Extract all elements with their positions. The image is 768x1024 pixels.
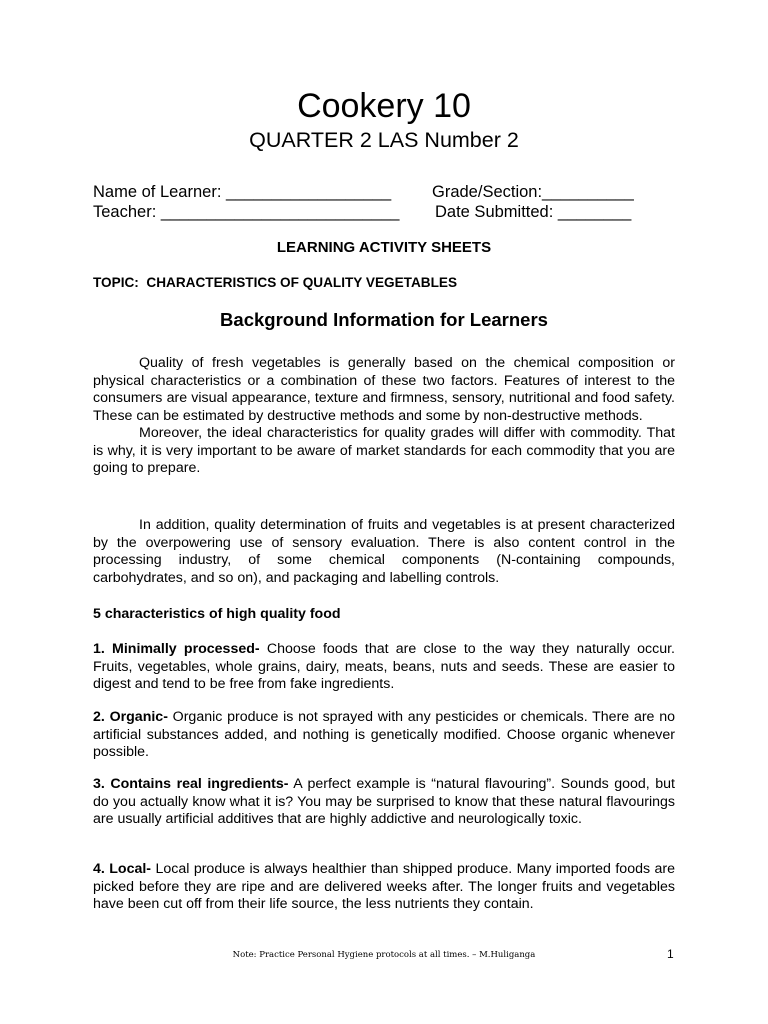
characteristic-item-2 — [93, 709, 675, 762]
characteristic-item-3 — [93, 776, 675, 829]
characteristic-text: Choose foods that are close to the way they naturally occur. Fruits, vegetables, whole grains, dairy, meats, beans, nuts and seeds. These are easier to digest and tend to be free from fake ingredients. — [93, 641, 676, 692]
topic-line: TOPIC: CHARACTERISTICS OF QUALITY VEGETABLES — [93, 275, 458, 290]
date-submitted-field: Date Submitted: ________ — [435, 203, 632, 221]
characteristic-label: 1. Minimally processed- — [93, 641, 260, 657]
characteristics-heading: 5 characteristics of high quality food — [93, 606, 341, 622]
characteristic-text: Local produce is always healthier than shipped produce. Many imported foods are picked before they are ripe and are delivered weeks after. The longer fruits and vegetables have been cut off from their life source, the less nutrients they contain. — [93, 861, 675, 912]
characteristic-text: Organic produce is not sprayed with any pesticides or chemicals. There are no artificial substances added, and nothing is genetically modified. Choose organic whenever possible. — [93, 709, 675, 760]
page-subtitle: QUARTER 2 LAS Number 2 — [249, 128, 519, 152]
characteristic-label: 3. Contains real ingredients- — [93, 776, 289, 792]
characteristic-label: 2. Organic- — [93, 709, 168, 725]
background-paragraph-2: Moreover, the ideal characteristics for quality grades will differ with commodity. That is why, it is very important to be aware of market standards for each commodity that you are going to prepare. — [93, 425, 675, 476]
page-title: Cookery 10 — [297, 87, 471, 125]
page-number: 1 — [667, 947, 674, 961]
background-heading: Background Information for Learners — [220, 309, 548, 330]
characteristics-heading-wrap — [93, 606, 675, 624]
background-paragraph-3: In addition, quality determination of fruits and vegetables is at present characterized by the overpowering use of sensory evaluation. There is also content control in the processing industry, of some chemical components (N-containing compounds, carbohydrates, and so on), and packaging and labelling controls. — [93, 517, 675, 586]
background-paragraph-1: Quality of fresh vegetables is generally based on the chemical composition or physical characteristics or a combination of these two factors. Features of interest to the consumers are visual appearance, texture and firmness, sensory, nutritional and food safety. These can be estimated by destructive methods and some by non-destructive methods. — [93, 355, 675, 424]
grade-section-field: Grade/Section:__________ — [432, 183, 634, 201]
teacher-field: Teacher: __________________________ — [93, 203, 400, 221]
characteristic-item-1 — [93, 641, 675, 694]
footer-note: Note: Practice Personal Hygiene protocols at all times. – M.Huliganga — [232, 950, 536, 960]
learner-name-field: Name of Learner: __________________ — [93, 183, 392, 201]
learning-activity-sheets-heading: LEARNING ACTIVITY SHEETS — [276, 239, 492, 256]
characteristic-label: 4. Local- — [93, 861, 152, 877]
background-text-2 — [93, 517, 675, 587]
characteristic-text: A perfect example is “natural flavouring”. Sounds good, but do you actually know what it is? You may be surprised to know that these natural flavourings are usually artificial additives that are highly addictive and neurologically toxic. — [93, 776, 675, 827]
background-text — [93, 355, 675, 478]
characteristic-item-4 — [93, 861, 675, 914]
